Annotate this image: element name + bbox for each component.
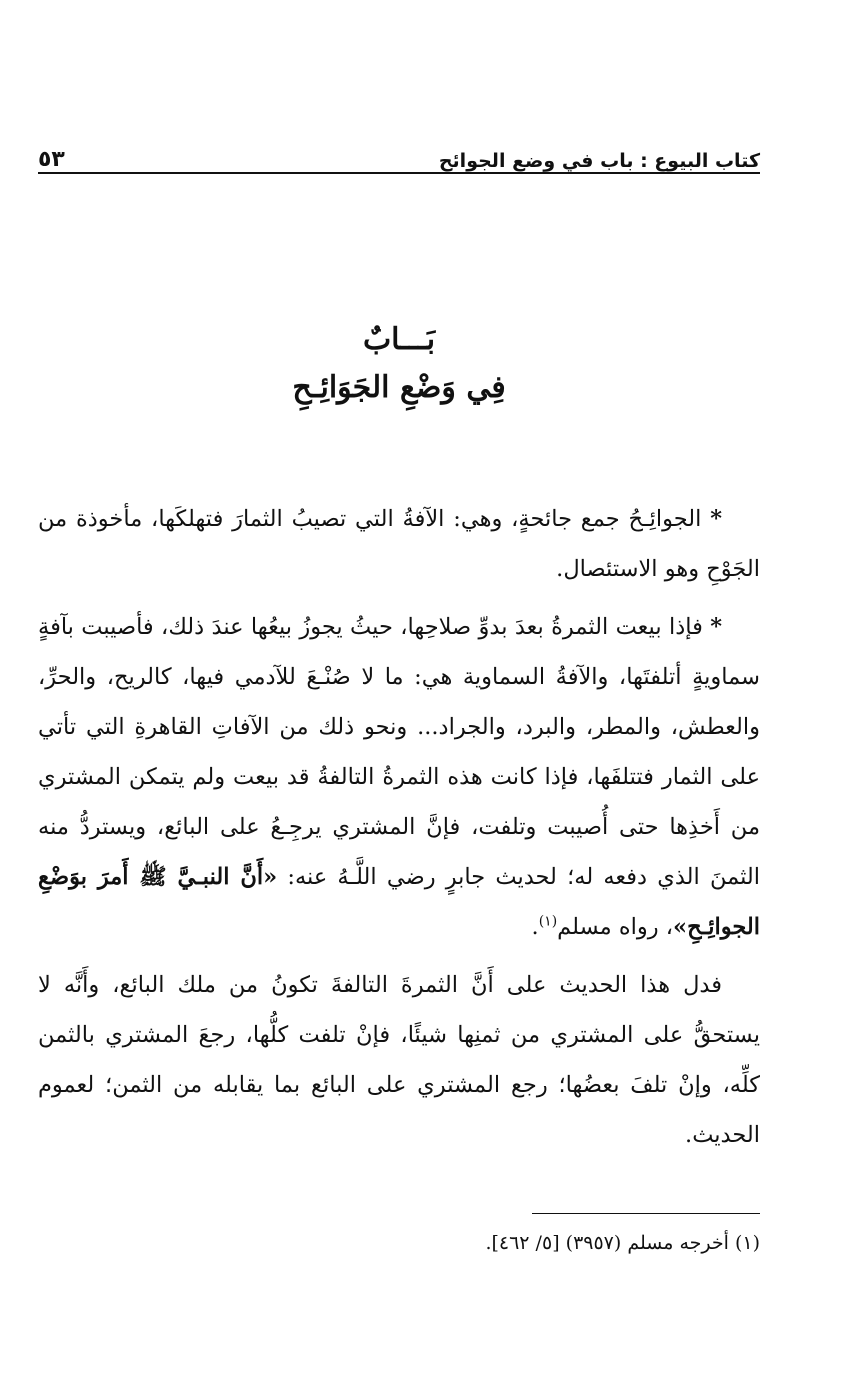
paragraph-text: فدل هذا الحديث على أَنَّ الثمرةَ التالفةَ تكونُ من ملك البائع، وأَنَّه لا يستحقُّ على المشتري من ثمنِها شيئًا، فإنْ تلفت كلُّها، رجعَ المشتري بالثمن كلِّه، وإنْ تلفَ بعضُها؛ رجع المشتري على البائع بما يقابله من الثمن؛ لعموم الحديث. [38,972,760,1148]
running-header [38,132,760,172]
header-rule [38,172,760,174]
paragraph-3 [38,960,760,1160]
paragraph-1 [38,494,760,594]
sentence-end: . [531,914,539,940]
citation-text: ، رواه مسلم [557,914,674,940]
page-number: ٥٣ [38,147,65,172]
paragraph-text: الجوائِـحُ جمع جائحةٍ، وهي: الآفةُ التي تصيبُ الثمارَ فتهلكَها، مأخوذة من الجَوْحِ وهو الاستئصال. [38,506,760,582]
chapter-title: فِي وَضْعِ الجَوَائِـحِ [292,370,506,405]
chapter-label: بَـــابٌ [362,322,436,357]
footnote [38,1226,760,1260]
body-text [38,494,760,1168]
footnote-rule [532,1213,760,1214]
paragraph-2 [38,602,760,952]
footnote-marker: (١) [734,1232,760,1254]
hadith-quote: «أَنَّ النبـيَّ ﷺ أَمرَ بوَضْعِ الجوائِـحِ» [38,864,760,940]
footnote-reference[interactable]: (١) [538,913,558,930]
header-title: كتاب البيوع : باب في وضع الجوائح [438,150,760,172]
paragraph-text: فإذا بيعت الثمرةُ بعدَ بدوِّ صلاحِها، حيثُ يجوزُ بيعُها عندَ ذلك، فأصيبت بآفةٍ سماويةٍ أتلفتَها، والآفةُ السماوية هي: ما لا صُنْـعَ للآدمي فيها، كالريح، والحرِّ، والعطش، والمطر، والبرد، والجراد... ونحو ذلك من الآفاتِ القاهرةِ التي تأتي على الثمار فتتلفَها، فإذا كانت هذه الثمرةُ التالفةُ قد بيعت ولم يتمكن المشتري من أَخذِها حتى أُصيبت وتلفت، فإنَّ المشتري يرجِـعُ على البائع، ويستردُّ منه الثمنَ الذي دفعه له؛ لحديث جابرٍ رضي اللَّـهُ عنه: [38,614,760,890]
paragraph-marker: * [710,614,722,640]
footnote-text: أخرجه مسلم (٣٩٥٧) [٥/ ٤٦٢]. [485,1232,729,1254]
chapter-heading [38,318,760,414]
paragraph-marker: * [710,506,723,532]
page [38,0,760,1373]
